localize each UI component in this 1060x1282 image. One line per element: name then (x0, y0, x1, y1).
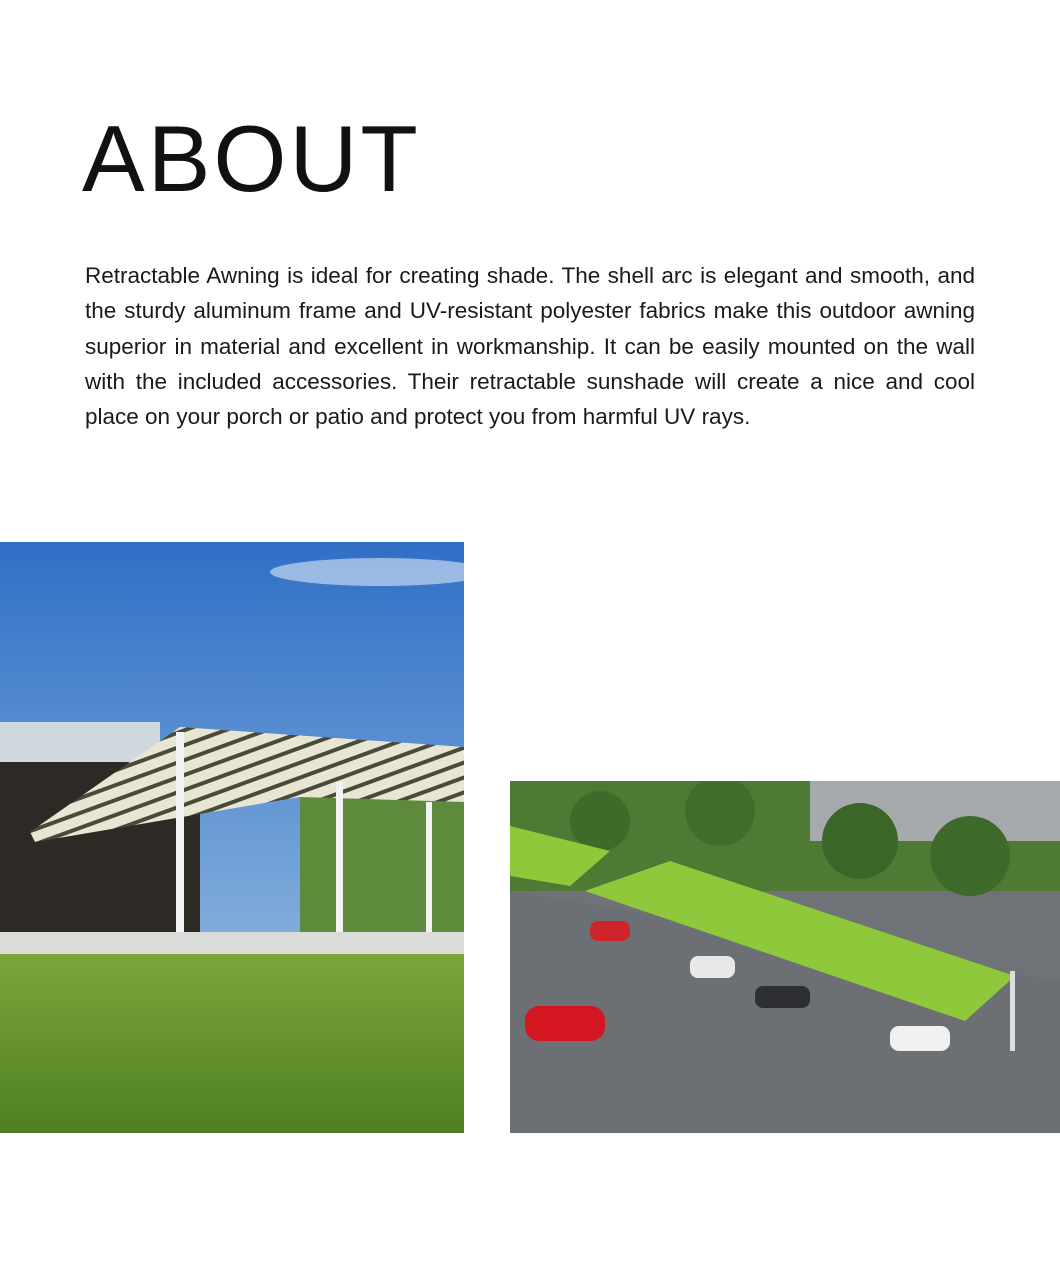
page-title: ABOUT (82, 106, 421, 211)
carport-awning-image (510, 781, 1060, 1133)
patio-awning-image (0, 542, 464, 1133)
about-description: Retractable Awning is ideal for creating shade. The shell arc is elegant and smooth, and the sturdy aluminum frame and UV-resistant polyester fabrics make this outdoor awning superior in material and excellent in workmanship. It can be easily mounted on the wall with the included accessories. Their retractable sunshade will create a nice and cool place on your porch or patio and protect you from harmful UV rays. (85, 263, 975, 430)
